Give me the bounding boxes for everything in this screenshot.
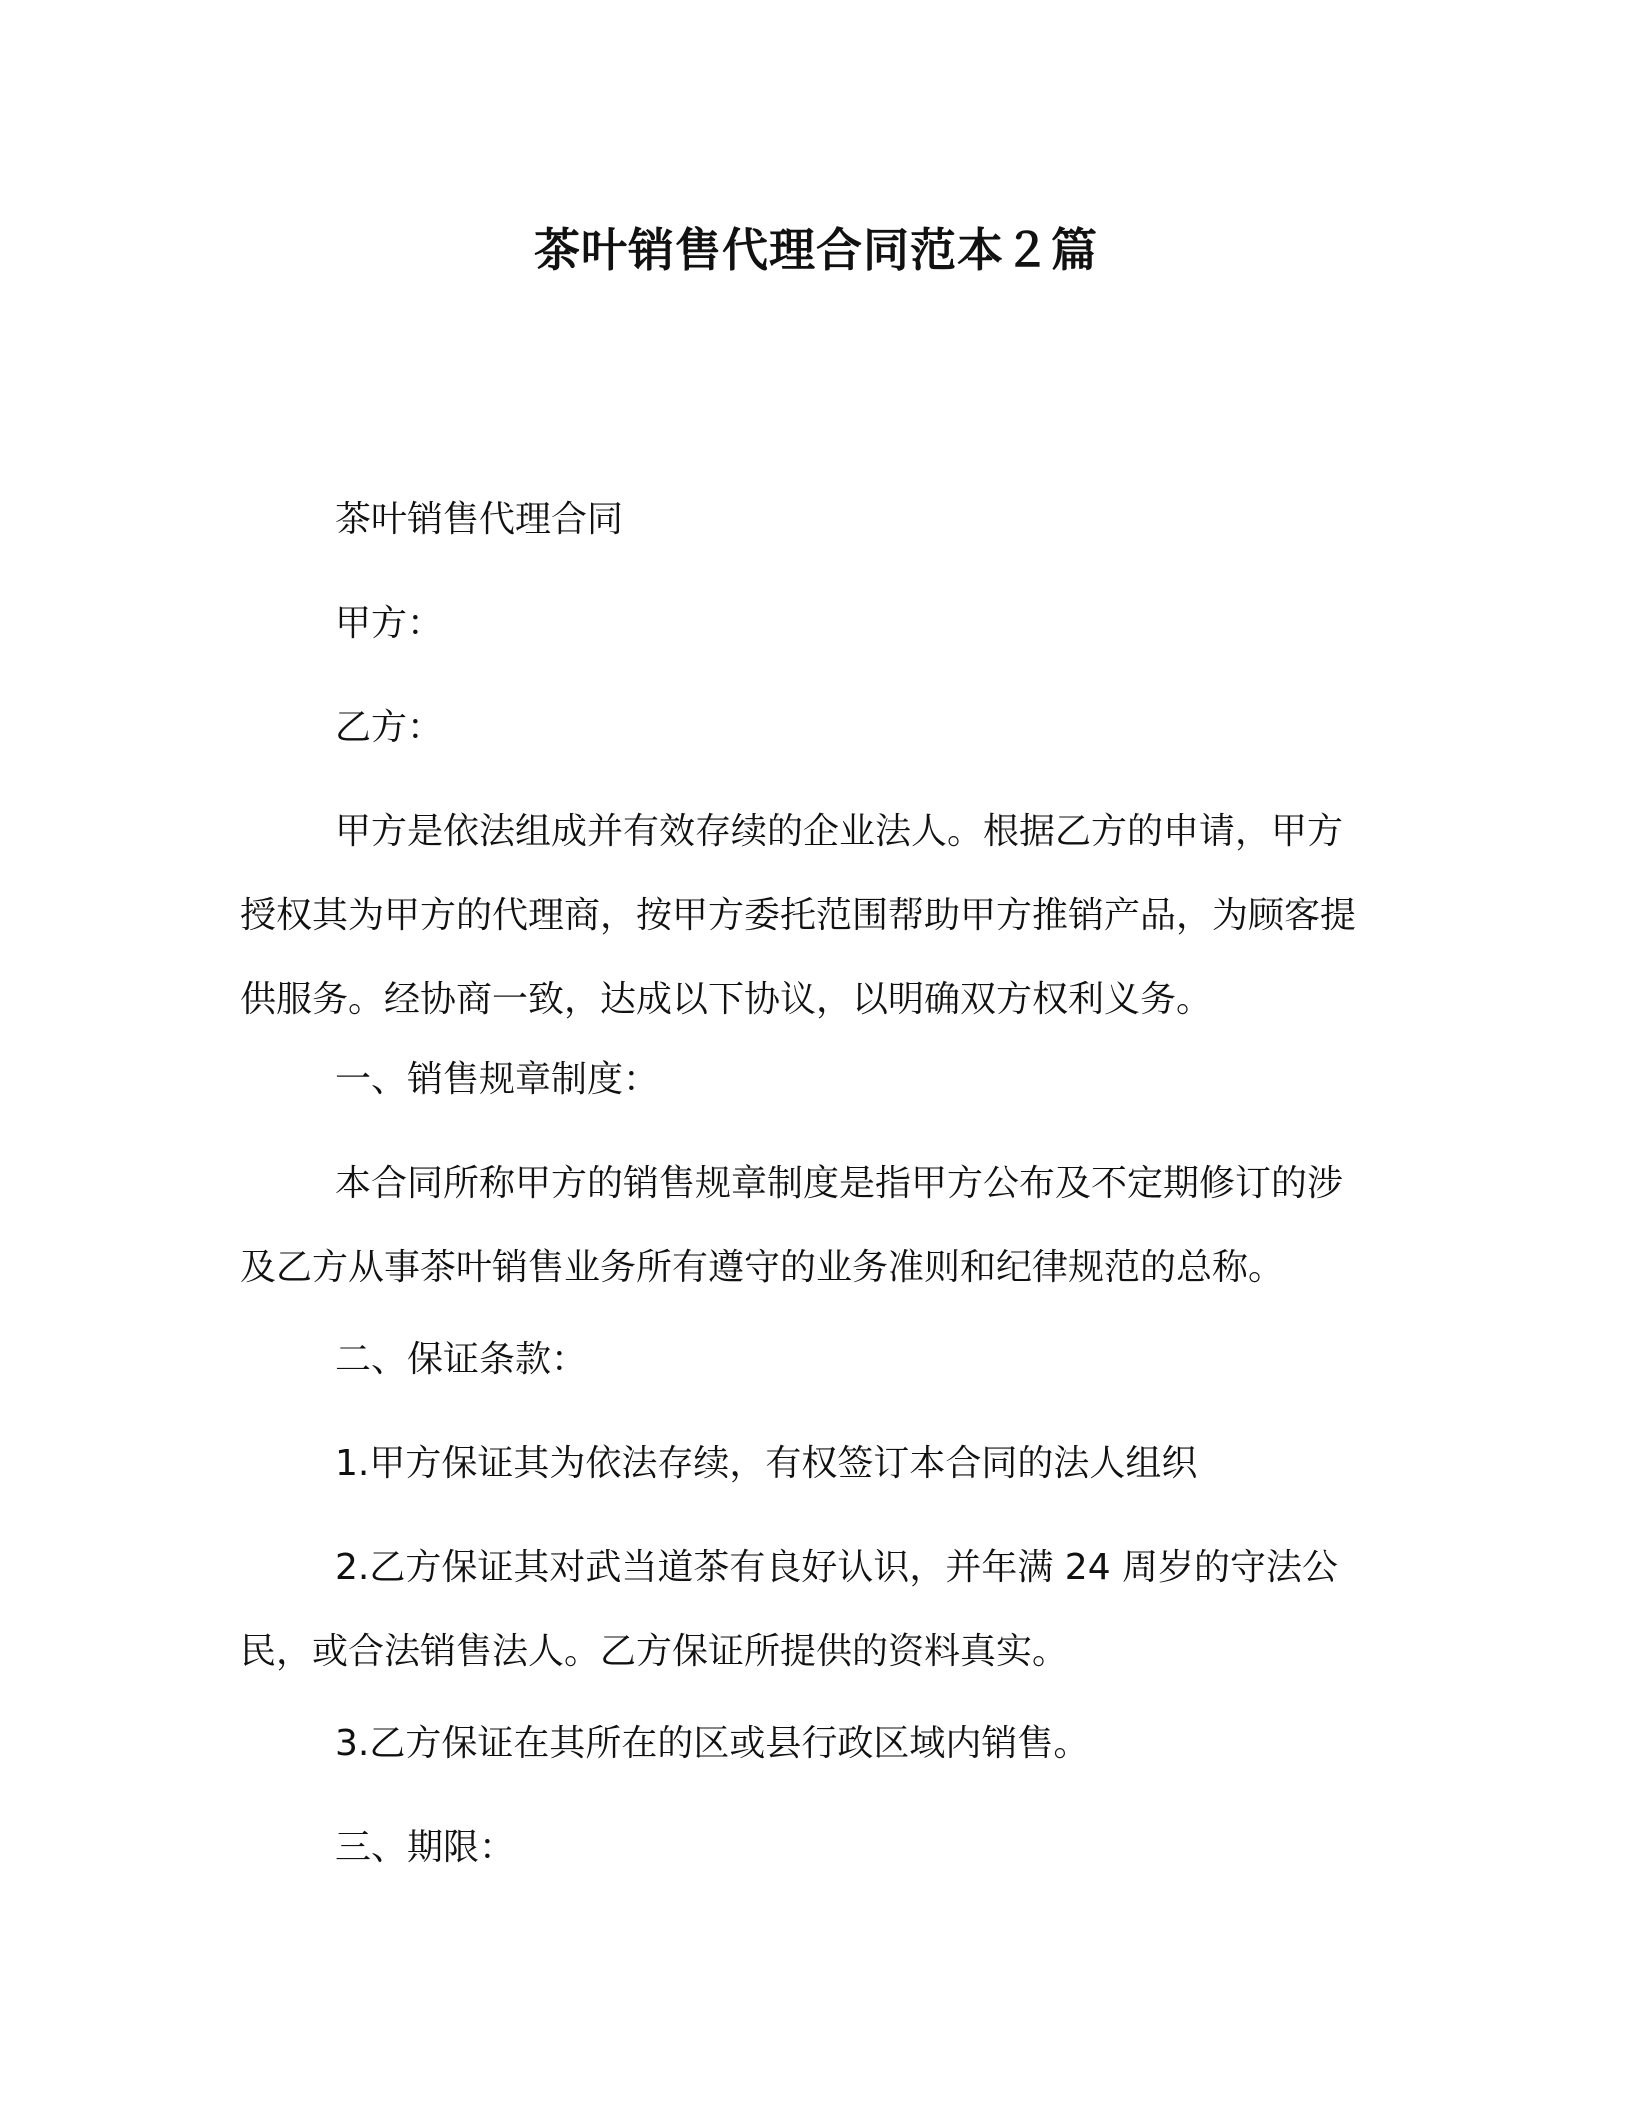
- clause-2-3: 3.乙方保证在其所在的区或县行政区域内销售。: [335, 1723, 1090, 1764]
- party-b-line: 乙方：: [335, 707, 444, 748]
- intro-paragraph: 甲方是依法组成并有效存续的企业法人。根据乙方的申请，甲方授权其为甲方的代理商，按甲方委托范围帮助甲方推销产品，为顾客提供服务。经协商一致，达成以下协议，以明确双方权利义务。: [240, 811, 1357, 1020]
- document-title: 茶叶销售代理合同范本２篇: [534, 223, 1098, 277]
- section-heading-3: 三、期限：: [335, 1827, 516, 1868]
- section-heading-2: 二、保证条款：: [335, 1339, 588, 1380]
- section-1-paragraph: 本合同所称甲方的销售规章制度是指甲方公布及不定期修订的涉及乙方从事茶叶销售业务所有遵守的业务准则和纪律规范的总称。: [240, 1163, 1344, 1288]
- section-heading-1: 一、销售规章制度：: [335, 1059, 660, 1100]
- contract-name-line: 茶叶销售代理合同: [335, 499, 624, 540]
- clause-2-2: 2.乙方保证其对武当道茶有良好认识，并年满 24 周岁的守法公民，或合法销售法人。乙方保证所提供的资料真实。: [240, 1547, 1339, 1672]
- party-a-line: 甲方：: [335, 603, 444, 644]
- clause-2-1: 1.甲方保证其为依法存续，有权签订本合同的法人组织: [335, 1443, 1198, 1484]
